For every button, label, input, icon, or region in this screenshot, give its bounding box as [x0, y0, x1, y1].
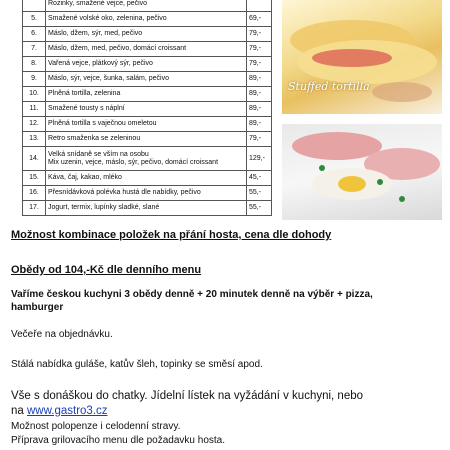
menu-item-price: 79,- [247, 57, 272, 72]
menu-item-price: 69,- [247, 12, 272, 27]
menu-item-number: 6. [23, 27, 46, 42]
menu-item-price [247, 0, 272, 12]
photo-caption: Stuffed tortilla [288, 80, 370, 93]
menu-item-description: Káva, čaj, kakao, mléko [46, 171, 247, 186]
menu-row [23, 186, 272, 201]
menu-item-price: 89,- [247, 117, 272, 132]
menu-item-description: Přesnídávková polévka hustá dle nabídky, pečivo [46, 186, 247, 201]
menu-item-price: 55,- [247, 186, 272, 201]
menu-item-number: 15. [23, 171, 46, 186]
menu-item-description: Máslo, džem, med, pečivo, domácí croissant [46, 42, 247, 57]
menu-row [23, 117, 272, 132]
menu-item-number: 10. [23, 87, 46, 102]
menu-row [23, 147, 272, 171]
menu-item-description-line-2: Mix uzenin, vejce, máslo, sýr, pečivo, domácí croissant [48, 158, 219, 166]
daily-offer-line-2: hamburger [11, 302, 64, 313]
website-link[interactable]: www.gastro3.cz [27, 405, 108, 417]
grill-note: Příprava grilovacího menu dle požadavku hosta. [11, 435, 226, 446]
menu-item-description: Smažené volské oko, zelenina, pečivo [46, 12, 247, 27]
menu-item-description: Smažené tousty s náplní [46, 102, 247, 117]
menu-item-description: Plněná tortilla, zelenina [46, 87, 247, 102]
menu-item-description: Máslo, džem, sýr, med, pečivo [46, 27, 247, 42]
menu-item-description-line-1: Velká snídaně se vším na osobu [48, 150, 149, 158]
herb-garnish-c [399, 196, 405, 202]
ham-slice [372, 82, 432, 102]
menu-item-description: Vařená vejce, plátkový sýr, pečivo [46, 57, 247, 72]
daily-offer-line-1: Vaříme českou kuchyni 3 obědy denně + 20 minutek denně na výběr + pizza, [11, 289, 373, 300]
tortilla-filling [312, 49, 392, 67]
menu-row [23, 72, 272, 87]
menu-item-number [23, 0, 46, 12]
herb-garnish-b [377, 179, 383, 185]
menu-table [22, 0, 272, 216]
menu-item-price: 89,- [247, 102, 272, 117]
standing-offer: Stálá nabídka guláše, katův šleh, topinky se směsí apod. [11, 359, 263, 370]
menu-row [23, 102, 272, 117]
menu-item-description [46, 147, 247, 171]
menu-item-price: 79,- [247, 27, 272, 42]
menu-item-description: Retro smaženka se zeleninou [46, 132, 247, 147]
menu-row [23, 42, 272, 57]
tortilla-photo [282, 0, 442, 114]
menu-row [23, 12, 272, 27]
menu-item-price: 89,- [247, 72, 272, 87]
delivery-line-1: Vše s donáškou do chatky. Jídelní lístek na vyžádání v kuchyni, nebo [11, 390, 364, 402]
ham-rolls-photo [282, 124, 442, 220]
ham-roll-top [292, 132, 382, 160]
menu-item-number: 14. [23, 147, 46, 171]
menu-item-price: 55,- [247, 201, 272, 216]
menu-row [23, 27, 272, 42]
menu-item-number: 11. [23, 102, 46, 117]
menu-row [23, 87, 272, 102]
menu-item-number: 16. [23, 186, 46, 201]
menu-row [23, 201, 272, 216]
delivery-line-2 [11, 404, 363, 419]
lunch-heading: Obědy od 104,-Kč dle denního menu [11, 264, 202, 276]
board-note: Možnost polopenze i celodenní stravy. [11, 421, 181, 432]
menu-item-description: Máslo, sýr, vejce, šunka, salám, pečivo [46, 72, 247, 87]
menu-row [23, 0, 272, 12]
menu-row [23, 132, 272, 147]
tortilla-image [282, 0, 442, 114]
herb-garnish-a [319, 165, 325, 171]
menu-item-price: 129,- [247, 147, 272, 171]
delivery-note [11, 389, 363, 419]
delivery-prefix: na [11, 405, 27, 417]
menu-item-description: Rozinky, smažené vejce, pečivo [46, 0, 247, 12]
menu-item-number: 7. [23, 42, 46, 57]
menu-row [23, 57, 272, 72]
menu-item-price: 79,- [247, 42, 272, 57]
menu-item-number: 9. [23, 72, 46, 87]
menu-item-description: Jogurt, termix, lupínky sladké, slané [46, 201, 247, 216]
menu-item-number: 8. [23, 57, 46, 72]
menu-item-number: 12. [23, 117, 46, 132]
menu-item-number: 13. [23, 132, 46, 147]
menu-item-number: 17. [23, 201, 46, 216]
menu-item-price: 89,- [247, 87, 272, 102]
menu-item-description: Plněná tortilla s vaječnou omeletou [46, 117, 247, 132]
menu-item-number: 5. [23, 12, 46, 27]
menu-row [23, 171, 272, 186]
combination-note: Možnost kombinace položek na přání hosta, cena dle dohody [11, 229, 332, 241]
ham-rolls-image [282, 124, 442, 220]
daily-offer [11, 288, 373, 314]
dinner-note: Večeře na objednávku. [11, 329, 113, 340]
menu-item-price: 45,- [247, 171, 272, 186]
egg-yolk [338, 176, 366, 192]
menu-item-price: 79,- [247, 132, 272, 147]
